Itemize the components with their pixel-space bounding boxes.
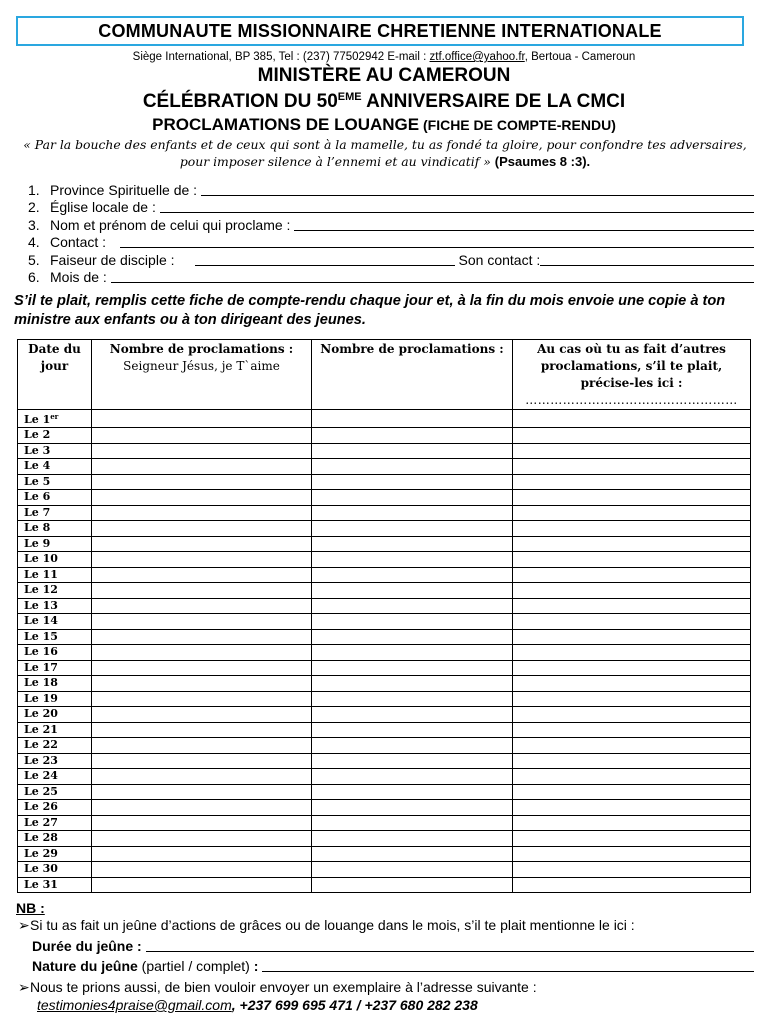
table-row: [18, 536, 751, 552]
proc2-cell[interactable]: [312, 691, 513, 707]
field-number: 2.: [28, 199, 40, 216]
field-label: Province Spirituelle de :: [50, 182, 198, 198]
col-proc2-header: [312, 340, 513, 410]
proc1-cell[interactable]: [92, 474, 312, 490]
other-cell[interactable]: [513, 614, 751, 630]
day-cell: [18, 567, 92, 583]
table-row: [18, 521, 751, 537]
day-cell: [18, 862, 92, 878]
duration-label: Durée du jeûne :: [32, 938, 142, 954]
form-field-contact: [28, 234, 754, 251]
proc1-cell[interactable]: [92, 676, 312, 692]
table-row: [18, 629, 751, 645]
other-cell[interactable]: [513, 490, 751, 506]
proc2-cell[interactable]: [312, 505, 513, 521]
table-row: [18, 676, 751, 692]
proc2-cell[interactable]: [312, 645, 513, 661]
day-cell: [18, 676, 92, 692]
other-cell[interactable]: [513, 536, 751, 552]
proc1-cell[interactable]: [92, 583, 312, 599]
proc1-cell[interactable]: [92, 707, 312, 723]
day-label: Le 15: [24, 629, 58, 643]
day-cell: [18, 459, 92, 475]
col-date-label: Date du jour: [28, 342, 81, 373]
other-cell[interactable]: [513, 459, 751, 475]
discipler-input-line[interactable]: [195, 252, 455, 266]
proc1-cell[interactable]: [92, 722, 312, 738]
field-number: 1.: [28, 182, 40, 198]
col-date-header: [18, 340, 92, 410]
col-proc1-header: [92, 340, 312, 410]
other-cell[interactable]: [513, 722, 751, 738]
day-sup: er: [50, 412, 59, 421]
fast-nature-field: [32, 958, 754, 974]
day-label: Le 18: [24, 676, 58, 690]
proc2-cell[interactable]: [312, 410, 513, 428]
day-cell: [18, 614, 92, 630]
table-row: [18, 443, 751, 459]
proc1-cell[interactable]: [92, 443, 312, 459]
proc2-cell[interactable]: [312, 862, 513, 878]
bullet1-text: Si tu as fait un jeûne d’actions de grâces ou de louange dans le mois, s’il te plait mentionne le ici :: [30, 917, 635, 933]
table-row: [18, 645, 751, 661]
subtitle-paren: (FICHE DE COMPTE-RENDU): [419, 117, 616, 133]
proc2-cell[interactable]: [312, 784, 513, 800]
form-field-month: [28, 269, 754, 286]
field-number: 6.: [28, 268, 40, 285]
day-cell: [18, 443, 92, 459]
verse-line-2-text: pour imposer silence à l’ennemi et au vindicatif »: [179, 154, 495, 169]
day-cell: [18, 846, 92, 862]
day-cell: [18, 800, 92, 816]
other-cell[interactable]: [513, 583, 751, 599]
proc1-cell[interactable]: [92, 831, 312, 847]
day-label: Le 2: [24, 428, 51, 442]
proc1-cell[interactable]: [92, 738, 312, 754]
table-row: [18, 474, 751, 490]
table-row: [18, 831, 751, 847]
day-cell: [18, 598, 92, 614]
proc2-cell[interactable]: [312, 815, 513, 831]
other-cell[interactable]: [513, 815, 751, 831]
table-row: [18, 490, 751, 506]
field-label: Nom et prénom de celui qui proclame :: [50, 216, 291, 233]
table-row: [18, 815, 751, 831]
day-label: Le 1: [24, 413, 51, 426]
day-cell: [18, 583, 92, 599]
testimony-email-link[interactable]: testimonies4praise@gmail.com: [37, 997, 232, 1013]
discipler-contact-label: Son contact :: [458, 251, 541, 268]
contact-prefix: Siège International, BP 385, Tel : (237) 77502942 E-mail :: [132, 51, 430, 63]
proc2-cell[interactable]: [312, 474, 513, 490]
bible-verse: [22, 136, 748, 170]
field-number: 3.: [28, 216, 40, 233]
proc1-cell[interactable]: [92, 521, 312, 537]
day-label: Le 7: [24, 505, 51, 519]
day-cell: [18, 552, 92, 568]
day-cell: [18, 660, 92, 676]
proc2-cell[interactable]: [312, 536, 513, 552]
day-cell: [18, 753, 92, 769]
form-field-name: [28, 217, 754, 234]
proc1-cell[interactable]: [92, 753, 312, 769]
day-cell: [18, 815, 92, 831]
other-cell[interactable]: [513, 769, 751, 785]
form-field-church: [28, 199, 754, 216]
table-row: [18, 846, 751, 862]
fast-duration-field: [32, 938, 754, 954]
day-label: Le 23: [24, 753, 58, 767]
other-cell[interactable]: [513, 505, 751, 521]
fasting-bullet: [18, 917, 635, 934]
proc2-cell[interactable]: [312, 800, 513, 816]
table-row: [18, 428, 751, 444]
other-cell[interactable]: [513, 831, 751, 847]
proc2-cell[interactable]: [312, 769, 513, 785]
proc2-cell[interactable]: [312, 846, 513, 862]
other-cell[interactable]: [513, 443, 751, 459]
nb-label: NB :: [16, 900, 45, 916]
testimony-phones: , +237 699 695 471 / +237 680 282 238: [231, 997, 478, 1013]
day-label: Le 28: [24, 831, 58, 845]
daily-report-table: [17, 339, 751, 893]
day-label: Le 21: [24, 722, 58, 736]
contact-email-link[interactable]: ztf.office@yahoo.fr: [429, 51, 525, 63]
other-cell[interactable]: [513, 660, 751, 676]
proc1-cell[interactable]: [92, 614, 312, 630]
proc1-cell[interactable]: [92, 877, 312, 893]
contact-line: [0, 51, 768, 63]
table-row: [18, 552, 751, 568]
other-cell[interactable]: [513, 521, 751, 537]
celebration-sup: EME: [337, 91, 362, 103]
other-cell[interactable]: [513, 428, 751, 444]
other-cell[interactable]: [513, 645, 751, 661]
other-cell[interactable]: [513, 410, 751, 428]
day-label: Le 22: [24, 738, 58, 752]
subtitle-main: PROCLAMATIONS DE LOUANGE: [152, 115, 420, 134]
proc1-cell[interactable]: [92, 490, 312, 506]
contact-suffix: , Bertoua - Cameroun: [524, 51, 636, 63]
proc1-cell[interactable]: [92, 691, 312, 707]
field-label: Contact :: [50, 234, 107, 251]
table-row: [18, 738, 751, 754]
day-label: Le 30: [24, 862, 58, 876]
proc2-cell[interactable]: [312, 490, 513, 506]
other-cell[interactable]: [513, 676, 751, 692]
day-label: Le 31: [24, 877, 58, 891]
other-cell[interactable]: [513, 738, 751, 754]
day-label: Le 11: [24, 567, 58, 581]
other-cell[interactable]: [513, 598, 751, 614]
other-cell[interactable]: [513, 784, 751, 800]
table-row: [18, 707, 751, 723]
day-label: Le 17: [24, 660, 58, 674]
proc1-cell[interactable]: [92, 645, 312, 661]
day-label: Le 16: [24, 645, 58, 659]
arrow-bullet-icon: ➢: [18, 917, 30, 933]
col-proc2-label: Nombre de proclamations :: [320, 342, 504, 356]
celebration-post: ANNIVERSAIRE DE LA CMCI: [361, 91, 626, 112]
celebration-pre: CÉLÉBRATION DU 50: [142, 91, 338, 112]
verse-line-2: [22, 153, 748, 170]
nature-colon: :: [253, 958, 259, 974]
contact-input-line[interactable]: [120, 234, 754, 248]
other-cell[interactable]: [513, 846, 751, 862]
proc1-cell[interactable]: [92, 459, 312, 475]
day-label: Le 27: [24, 815, 58, 829]
proc2-cell[interactable]: [312, 428, 513, 444]
day-cell: [18, 521, 92, 537]
day-cell: [18, 505, 92, 521]
day-cell: [18, 784, 92, 800]
field-label: Mois de :: [50, 268, 107, 285]
day-label: Le 8: [24, 521, 51, 535]
day-cell: [18, 707, 92, 723]
day-cell: [18, 410, 92, 428]
table-header-row: [18, 340, 751, 410]
day-label: Le 12: [24, 583, 58, 597]
day-cell: [18, 769, 92, 785]
instruction-text: S’il te plait, remplis cette fiche de compte-rendu chaque jour et, à la fin du mois envoie une copie à ton ministre aux enfants ou à ton dirigeant des jeunes.: [14, 293, 726, 328]
col-other-label: Au cas où tu as fait d’autres proclamations, s’il te plait, précise-les ici :: [537, 342, 726, 390]
day-cell: [18, 877, 92, 893]
contact-address: [37, 997, 478, 1013]
proc1-cell[interactable]: [92, 536, 312, 552]
proc2-cell[interactable]: [312, 722, 513, 738]
proc2-cell[interactable]: [312, 552, 513, 568]
discipler-contact-input-line[interactable]: [540, 252, 754, 266]
day-label: Le 25: [24, 784, 58, 798]
day-cell: [18, 629, 92, 645]
table-row: [18, 769, 751, 785]
other-cell[interactable]: [513, 753, 751, 769]
other-cell[interactable]: [513, 474, 751, 490]
proc1-cell[interactable]: [92, 505, 312, 521]
proc1-cell[interactable]: [92, 552, 312, 568]
col-proc1-sublabel: Seigneur Jésus, je T`aime: [123, 359, 280, 373]
proc2-cell[interactable]: [312, 660, 513, 676]
day-label: Le 13: [24, 598, 58, 612]
day-label: Le 5: [24, 474, 51, 488]
proc2-cell[interactable]: [312, 598, 513, 614]
day-label: Le 14: [24, 614, 58, 628]
name-input-line[interactable]: [294, 217, 754, 231]
day-label: Le 19: [24, 691, 58, 705]
province-input-line[interactable]: [201, 182, 754, 196]
day-label: Le 6: [24, 490, 51, 504]
day-cell: [18, 536, 92, 552]
other-cell[interactable]: [513, 552, 751, 568]
table-row: [18, 505, 751, 521]
other-cell[interactable]: [513, 862, 751, 878]
nature-label: Nature du jeûne: [32, 958, 138, 974]
day-cell: [18, 490, 92, 506]
day-cell: [18, 738, 92, 754]
other-cell[interactable]: [513, 567, 751, 583]
table-row: [18, 691, 751, 707]
table-row: [18, 459, 751, 475]
field-label: Église locale de :: [50, 199, 156, 216]
celebration-title: [0, 91, 768, 113]
field-number: 5.: [28, 251, 40, 268]
proc1-cell[interactable]: [92, 428, 312, 444]
church-input-line[interactable]: [160, 199, 754, 213]
duration-input-line[interactable]: [146, 938, 754, 952]
proc2-cell[interactable]: [312, 459, 513, 475]
day-cell: [18, 831, 92, 847]
proc2-cell[interactable]: [312, 877, 513, 893]
day-label: Le 4: [24, 459, 51, 473]
bullet2-text: Nous te prions aussi, de bien vouloir envoyer un exemplaire à l’adresse suivante :: [30, 979, 537, 995]
form-subtitle: [0, 115, 768, 135]
field-number: 4.: [28, 234, 40, 251]
table-row: [18, 800, 751, 816]
proc1-cell[interactable]: [92, 862, 312, 878]
form-field-discipler: [28, 252, 754, 269]
proc1-cell[interactable]: [92, 660, 312, 676]
day-cell: [18, 691, 92, 707]
table-row: [18, 784, 751, 800]
table-row: [18, 614, 751, 630]
proc2-cell[interactable]: [312, 583, 513, 599]
org-name: COMMUNAUTE MISSIONNAIRE CHRETIENNE INTERNATIONALE: [98, 21, 662, 41]
day-label: Le 24: [24, 769, 58, 783]
proc2-cell[interactable]: [312, 443, 513, 459]
verse-reference: (Psaumes 8 :3).: [494, 154, 591, 169]
proc2-cell[interactable]: [312, 521, 513, 537]
info-form: [28, 182, 754, 286]
table-row: [18, 410, 751, 428]
day-cell: [18, 645, 92, 661]
proc2-cell[interactable]: [312, 614, 513, 630]
day-label: Le 10: [24, 552, 58, 566]
day-cell: [18, 428, 92, 444]
proc1-cell[interactable]: [92, 769, 312, 785]
proc1-cell[interactable]: [92, 567, 312, 583]
col-other-dots: ……………………………………………: [525, 393, 738, 407]
table-row: [18, 583, 751, 599]
day-label: Le 9: [24, 536, 51, 550]
day-cell: [18, 722, 92, 738]
ministry-title: MINISTÈRE AU CAMEROUN: [257, 65, 511, 86]
proc2-cell[interactable]: [312, 753, 513, 769]
month-input-line[interactable]: [111, 269, 754, 283]
proc1-cell[interactable]: [92, 410, 312, 428]
proc2-cell[interactable]: [312, 707, 513, 723]
proc2-cell[interactable]: [312, 831, 513, 847]
send-copy-bullet: [18, 979, 537, 996]
proc2-cell[interactable]: [312, 629, 513, 645]
other-cell[interactable]: [513, 707, 751, 723]
day-label: Le 29: [24, 846, 58, 860]
org-banner: [16, 16, 744, 46]
arrow-bullet-icon: ➢: [18, 979, 30, 995]
proc1-cell[interactable]: [92, 629, 312, 645]
table-row: [18, 877, 751, 893]
nature-hint: (partiel / complet): [137, 958, 254, 974]
table-row: [18, 722, 751, 738]
other-cell[interactable]: [513, 800, 751, 816]
other-cell[interactable]: [513, 691, 751, 707]
proc1-cell[interactable]: [92, 815, 312, 831]
proc1-cell[interactable]: [92, 846, 312, 862]
table-row: [18, 862, 751, 878]
day-cell: [18, 474, 92, 490]
proc2-cell[interactable]: [312, 567, 513, 583]
field-label: Faiseur de disciple :: [50, 251, 175, 268]
col-proc1-label: Nombre de proclamations :: [109, 342, 294, 356]
form-field-province: [28, 182, 754, 199]
other-cell[interactable]: [513, 877, 751, 893]
proc1-cell[interactable]: [92, 598, 312, 614]
col-other-header: [513, 340, 751, 410]
proc2-cell[interactable]: [312, 676, 513, 692]
day-label: Le 3: [24, 443, 51, 457]
table-row: [18, 660, 751, 676]
verse-line-1: « Par la bouche des enfants et de ceux qui sont à la mamelle, tu as fondé ta gloire, pour confondre tes adversaires,: [23, 137, 747, 152]
table-row: [18, 753, 751, 769]
day-label: Le 20: [24, 707, 58, 721]
proc1-cell[interactable]: [92, 800, 312, 816]
proc1-cell[interactable]: [92, 784, 312, 800]
other-cell[interactable]: [513, 629, 751, 645]
table-row: [18, 567, 751, 583]
proc2-cell[interactable]: [312, 738, 513, 754]
nature-input-line[interactable]: [262, 958, 754, 972]
table-row: [18, 598, 751, 614]
day-label: Le 26: [24, 800, 58, 814]
